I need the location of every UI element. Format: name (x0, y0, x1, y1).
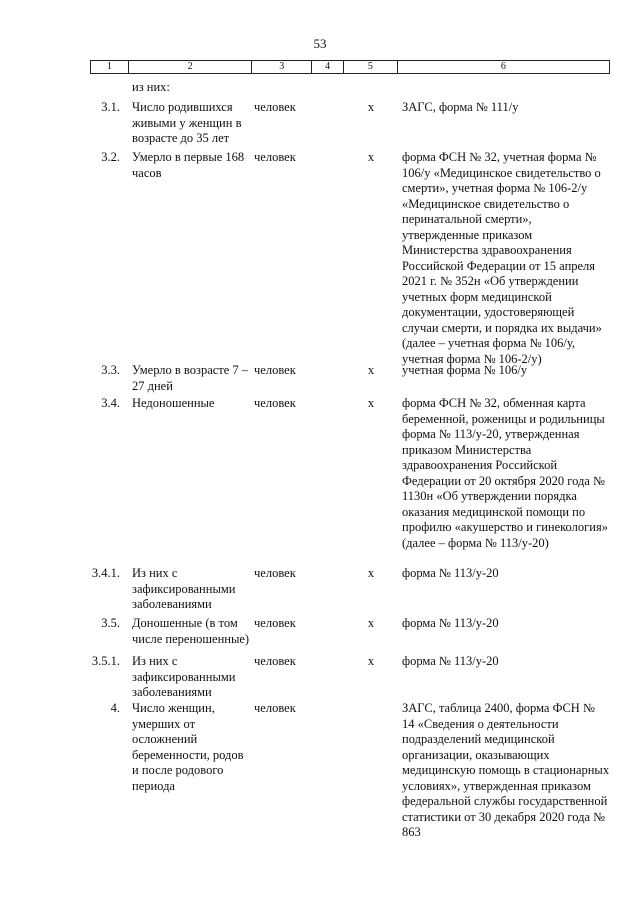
col5-cell: x (367, 654, 375, 668)
unit-of-measure: человек (254, 100, 296, 114)
row-number: 3.4.1. (91, 566, 120, 580)
table-row (90, 396, 610, 551)
indicator-name: Число женщин, умерших от осложнений беременности, родов и после родового периода (132, 701, 244, 793)
row-number: 3.5.1. (91, 654, 120, 668)
col5-cell: x (367, 566, 375, 580)
indicator-name: Доношенные (в том числе переношенные) (132, 616, 250, 646)
row-number: 3.1. (101, 100, 120, 114)
data-source: учетная форма № 106/у (402, 363, 528, 377)
indicator-name: Умерло в первые 168 часов (132, 150, 245, 180)
col5-cell: x (367, 616, 375, 630)
row-number: 3.4. (101, 396, 120, 410)
indicator-name: Из них с зафиксированными заболеваниями (132, 566, 236, 611)
subheading-text: из них: (132, 80, 170, 94)
col5-cell (344, 701, 398, 841)
data-source: ЗАГС, форма № 111/у (402, 100, 519, 114)
col4-cell (312, 150, 344, 367)
col4-cell (312, 100, 344, 147)
document-table (90, 60, 610, 839)
table-row (90, 100, 610, 147)
unit-of-measure: человек (254, 363, 296, 377)
col5-cell: x (367, 363, 375, 377)
unit-of-measure: человек (254, 566, 296, 580)
col4-cell (312, 616, 344, 647)
row-number: 3.2. (101, 150, 120, 164)
row-number: 3.5. (101, 616, 120, 630)
table-row (90, 566, 610, 613)
col4-cell (312, 701, 344, 841)
col5-cell: x (367, 396, 375, 410)
unit-of-measure: человек (254, 150, 296, 164)
indicator-name: Число родившихся живыми у женщин в возрасте до 35 лет (132, 100, 242, 145)
table-row (90, 150, 610, 367)
col4-cell (312, 363, 344, 394)
row-number: 4. (110, 701, 120, 715)
header-col-4: 4 (312, 61, 344, 73)
data-source: форма ФСН № 32, обменная карта беременной, роженицы и родильницы форма № 113/у-20, утвержденная приказом Министерства здравоохранения Российской Федерации от 20 октября 2020 года № 1130н «Об утверждении порядка оказания медицинской помощи по профилю «акушерство и гинекология» (далее – форма № 113/у-20) (402, 396, 608, 550)
indicator-name: Недоношенные (132, 396, 215, 410)
table-row (90, 363, 610, 394)
row-number: 3.3. (101, 363, 120, 377)
data-source: форма ФСН № 32, учетная форма № 106/у «Медицинское свидетельство о смерти», учетная форма № 106-2/у «Медицинское свидетельство о перинатальной смерти», утвержденные приказом Министерства здравоохранения Российской Федерации от 15 апреля 2021 г. № 352н «Об утверждении учетных форм медицинской документации, удостоверяющей случаи смерти, и порядка их выдачи» (далее – учетная форма № 106/у, учетная форма № 106-2/у) (402, 150, 602, 366)
data-source: ЗАГС, таблица 2400, форма ФСН № 14 «Сведения о деятельности подразделений медицинской организации, оказывающих медицинскую помощь в стационарных условиях», утвержденная приказом федеральной службы государственной статистики от 30 декабря 2020 года № 863 (402, 701, 610, 839)
indicator-name: Из них с зафиксированными заболеваниями (132, 654, 236, 699)
col5-cell: x (367, 150, 375, 164)
col4-cell (312, 396, 344, 551)
col4-cell (312, 566, 344, 613)
table-row (90, 701, 610, 841)
data-source: форма № 113/у-20 (402, 654, 499, 668)
unit-of-measure: человек (254, 396, 296, 410)
unit-of-measure: человек (254, 616, 296, 630)
header-col-5: 5 (344, 61, 398, 73)
indicator-name: Умерло в возрасте 7 – 27 дней (132, 363, 249, 393)
unit-of-measure: человек (254, 654, 296, 668)
data-source: форма № 113/у-20 (402, 616, 499, 630)
header-col-1: 1 (91, 61, 129, 73)
header-col-2: 2 (129, 61, 253, 73)
header-col-6: 6 (500, 61, 506, 72)
unit-of-measure: человек (254, 701, 296, 715)
column-number-header (90, 60, 610, 74)
table-row (90, 616, 610, 647)
page-number: 53 (313, 36, 327, 51)
col4-cell (312, 654, 344, 701)
header-col-3: 3 (252, 61, 312, 73)
data-source: форма № 113/у-20 (402, 566, 499, 580)
table-row (90, 654, 610, 701)
col5-cell: x (367, 100, 375, 114)
